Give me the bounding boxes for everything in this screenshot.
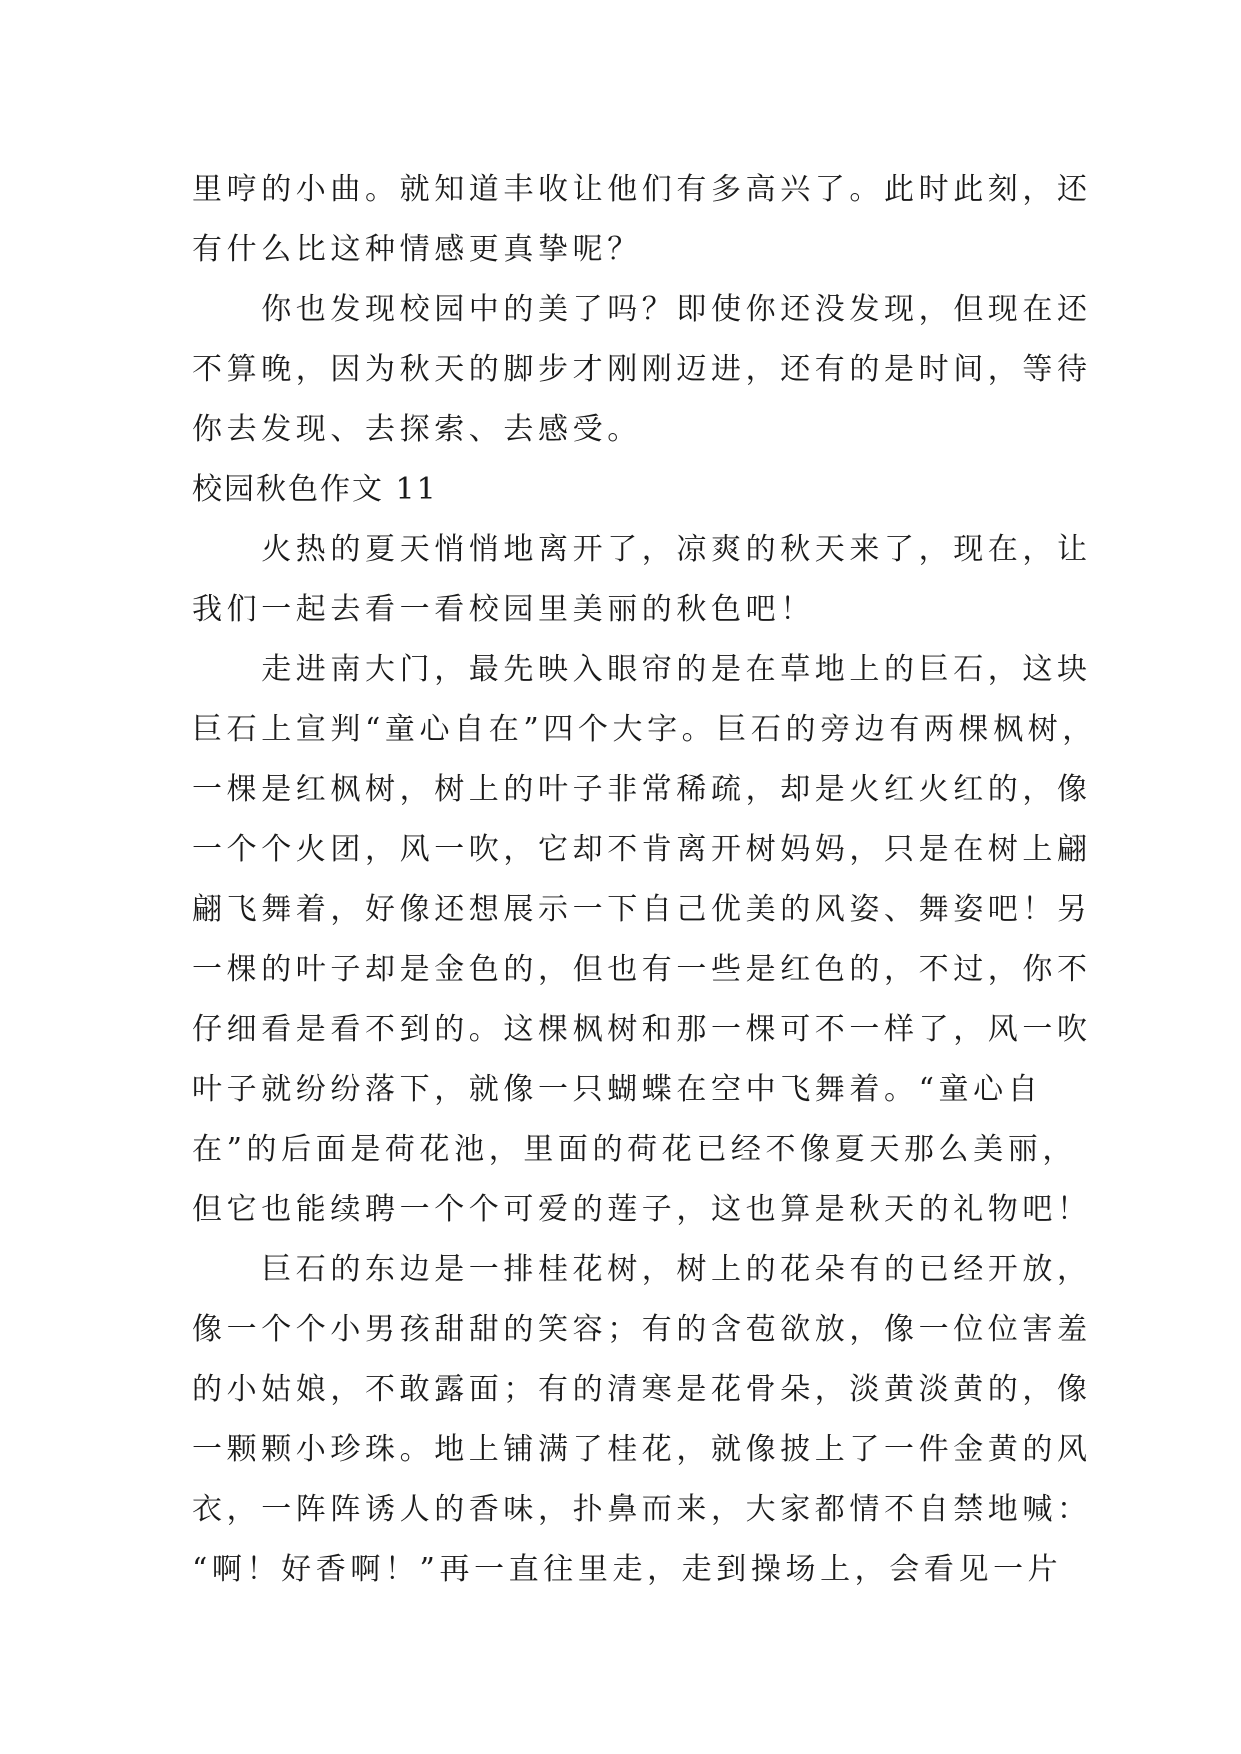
text-line: 你去发现、去探索、去感受。 [192, 412, 642, 447]
text-line: 的小姑娘，不敢露面；有的清寒是花骨朵，淡黄淡黄的，像 [192, 1372, 1092, 1407]
paragraph-start-line: 巨石的东边是一排桂花树，树上的花朵有的已经开放， [192, 1252, 1092, 1287]
text-line: 一个个火团，风一吹，它却不肯离开树妈妈，只是在树上翩 [192, 832, 1092, 867]
essay-text [192, 160, 1097, 1600]
text-line: 不算晚，因为秋天的脚步才刚刚迈进，还有的是时间，等待 [192, 352, 1092, 387]
text-line: 但它也能续聘一个个可爱的莲子，这也算是秋天的礼物吧！ [192, 1192, 1092, 1227]
text-line: 仔细看是看不到的。这棵枫树和那一棵可不一样了，风一吹 [192, 1012, 1092, 1047]
text-line: 在”的后面是荷花池，里面的荷花已经不像夏天那么美丽， [192, 1132, 1077, 1167]
text-line: 叶子就纷纷落下，就像一只蝴蝶在空中飞舞着。“童心自 [192, 1072, 1043, 1107]
text-line: 一棵是红枫树，树上的叶子非常稀疏，却是火红火红的，像 [192, 772, 1092, 807]
text-line: 一颗颗小珍珠。地上铺满了桂花，就像披上了一件金黄的风 [192, 1432, 1092, 1467]
text-line: 翩飞舞着，好像还想展示一下自己优美的风姿、舞姿吧！另 [192, 892, 1092, 927]
text-line: 有什么比这种情感更真挚呢？ [192, 232, 642, 267]
text-line: 巨石上宣判“童心自在”四个大字。巨石的旁边有两棵枫树， [192, 712, 1097, 747]
essay-section-title: 校园秋色作文 11 [192, 472, 438, 507]
text-line: 一棵的叶子却是金色的，但也有一些是红色的，不过，你不 [192, 952, 1092, 987]
paragraph-start-line: 走进南大门，最先映入眼帘的是在草地上的巨石，这块 [192, 652, 1092, 687]
text-line: 像一个个小男孩甜甜的笑容；有的含苞欲放，像一位位害羞 [192, 1312, 1092, 1347]
text-line: 我们一起去看一看校园里美丽的秋色吧！ [192, 592, 815, 627]
text-line: 衣，一阵阵诱人的香味，扑鼻而来，大家都情不自禁地喊： [192, 1492, 1092, 1527]
text-line: 里哼的小曲。就知道丰收让他们有多高兴了。此时此刻，还 [192, 172, 1092, 207]
text-line: “啊！好香啊！”再一直往里走，走到操场上，会看见一片 [192, 1552, 1063, 1587]
paragraph-start-line: 你也发现校园中的美了吗？即使你还没发现，但现在还 [192, 292, 1092, 327]
paragraph-start-line: 火热的夏天悄悄地离开了，凉爽的秋天来了，现在，让 [192, 532, 1092, 567]
